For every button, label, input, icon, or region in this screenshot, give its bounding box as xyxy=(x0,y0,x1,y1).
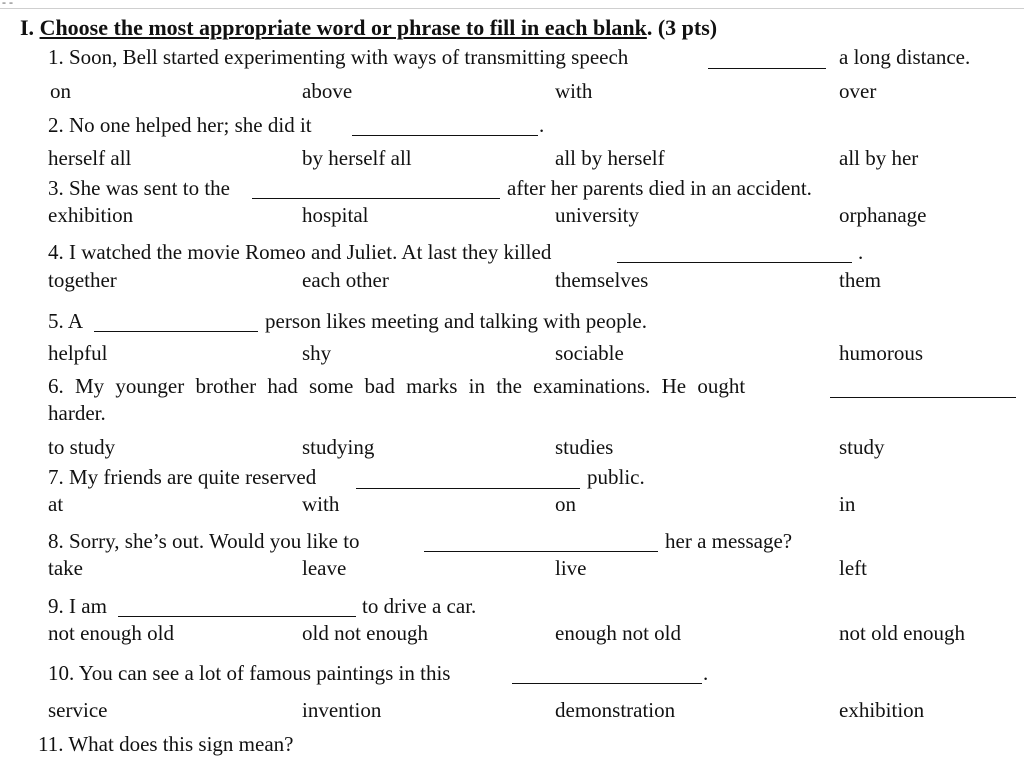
question-9-option-c: enough not old xyxy=(555,621,681,645)
question-7-blank[interactable] xyxy=(356,488,580,489)
header-fragment: - - xyxy=(2,0,13,9)
question-9-option-d: not old enough xyxy=(839,621,965,645)
question-3-blank[interactable] xyxy=(252,198,500,199)
question-2-text: 2. No one helped her; she did it xyxy=(48,113,312,137)
question-8-blank[interactable] xyxy=(424,551,658,552)
question-3-option-d: orphanage xyxy=(839,203,927,227)
question-7-option-b: with xyxy=(302,492,340,516)
section-instruction: Choose the most appropriate word or phrase to fill in each blank xyxy=(39,15,647,40)
question-4-tail: . xyxy=(858,240,864,264)
question-4-option-d: them xyxy=(839,268,881,292)
question-7-tail: public. xyxy=(587,465,645,489)
question-1-blank[interactable] xyxy=(708,68,826,69)
question-6-text: 6. My younger brother had some bad marks in the examinations. He ought xyxy=(48,374,746,398)
question-8-option-d: left xyxy=(839,556,867,580)
question-8-tail: her a message? xyxy=(665,529,793,553)
question-2-option-d: all by her xyxy=(839,146,919,170)
question-8-option-a: take xyxy=(48,556,83,580)
question-7-option-a: at xyxy=(48,492,64,516)
question-6-option-b: studying xyxy=(302,435,375,459)
question-10-tail: . xyxy=(703,661,709,685)
question-3-option-b: hospital xyxy=(302,203,369,227)
question-2-option-c: all by herself xyxy=(555,146,665,170)
question-4-text: 4. I watched the movie Romeo and Juliet. At last they killed xyxy=(48,240,552,264)
question-10-option-c: demonstration xyxy=(555,698,676,722)
question-5-option-c: sociable xyxy=(555,341,624,365)
question-3-option-a: exhibition xyxy=(48,203,134,227)
question-4-blank[interactable] xyxy=(617,262,852,263)
question-5-option-b: shy xyxy=(302,341,332,365)
question-9-option-a: not enough old xyxy=(48,621,174,645)
question-1-option-c: with xyxy=(555,79,593,103)
question-6-option-a: to study xyxy=(48,435,116,459)
question-9-tail: to drive a car. xyxy=(362,594,477,618)
question-6-option-c: studies xyxy=(555,435,614,459)
question-7-option-c: on xyxy=(555,492,576,516)
question-3-tail: after her parents died in an accident. xyxy=(507,176,812,200)
question-1-tail: a long distance. xyxy=(839,45,971,69)
question-10-blank[interactable] xyxy=(512,683,702,684)
question-5-option-a: helpful xyxy=(48,341,108,365)
question-1-option-a: on xyxy=(50,79,71,103)
question-4-option-c: themselves xyxy=(555,268,649,292)
question-1-text: 1. Soon, Bell started experimenting with ways of transmitting speech xyxy=(48,45,629,69)
question-6-blank[interactable] xyxy=(830,397,1016,398)
question-4-option-a: together xyxy=(48,268,117,292)
question-1-option-b: above xyxy=(302,79,353,103)
question-2-tail: . xyxy=(539,113,545,137)
question-5-tail: person likes meeting and talking with people. xyxy=(265,309,647,333)
question-9-text: 9. I am xyxy=(48,594,107,618)
cutoff-question-11 xyxy=(0,730,1024,756)
question-7-text: 7. My friends are quite reserved xyxy=(48,465,317,489)
question-3-text: 3. She was sent to the xyxy=(48,176,230,200)
question-8-text: 8. Sorry, she’s out. Would you like to xyxy=(48,529,360,553)
question-10-option-b: invention xyxy=(302,698,382,722)
question-8-option-b: leave xyxy=(302,556,347,580)
question-10-option-a: service xyxy=(48,698,108,722)
question-5-blank[interactable] xyxy=(94,331,258,332)
question-1-option-d: over xyxy=(839,79,877,103)
question-9-blank[interactable] xyxy=(118,616,356,617)
question-9-option-b: old not enough xyxy=(302,621,428,645)
top-border xyxy=(0,0,1024,9)
question-2-blank[interactable] xyxy=(352,135,538,136)
question-5-option-d: humorous xyxy=(839,341,923,365)
question-10-text: 10. You can see a lot of famous paintings in this xyxy=(48,661,451,685)
question-8-option-c: live xyxy=(555,556,587,580)
question-2-option-a: herself all xyxy=(48,146,132,170)
question-5-text: 5. A xyxy=(48,309,84,333)
question-2-option-b: by herself all xyxy=(302,146,412,170)
question-4-option-b: each other xyxy=(302,268,389,292)
cutoff-question-11-text: 11. What does this sign mean? xyxy=(38,732,294,756)
question-6-tail: harder. xyxy=(48,401,106,425)
question-10-option-d: exhibition xyxy=(839,698,925,722)
section-roman: I. xyxy=(20,15,35,40)
section-points: . (3 pts) xyxy=(646,15,718,40)
section-title xyxy=(20,17,717,39)
question-6-option-d: study xyxy=(839,435,885,459)
question-3-option-c: university xyxy=(555,203,639,227)
question-7-option-d: in xyxy=(839,492,856,516)
